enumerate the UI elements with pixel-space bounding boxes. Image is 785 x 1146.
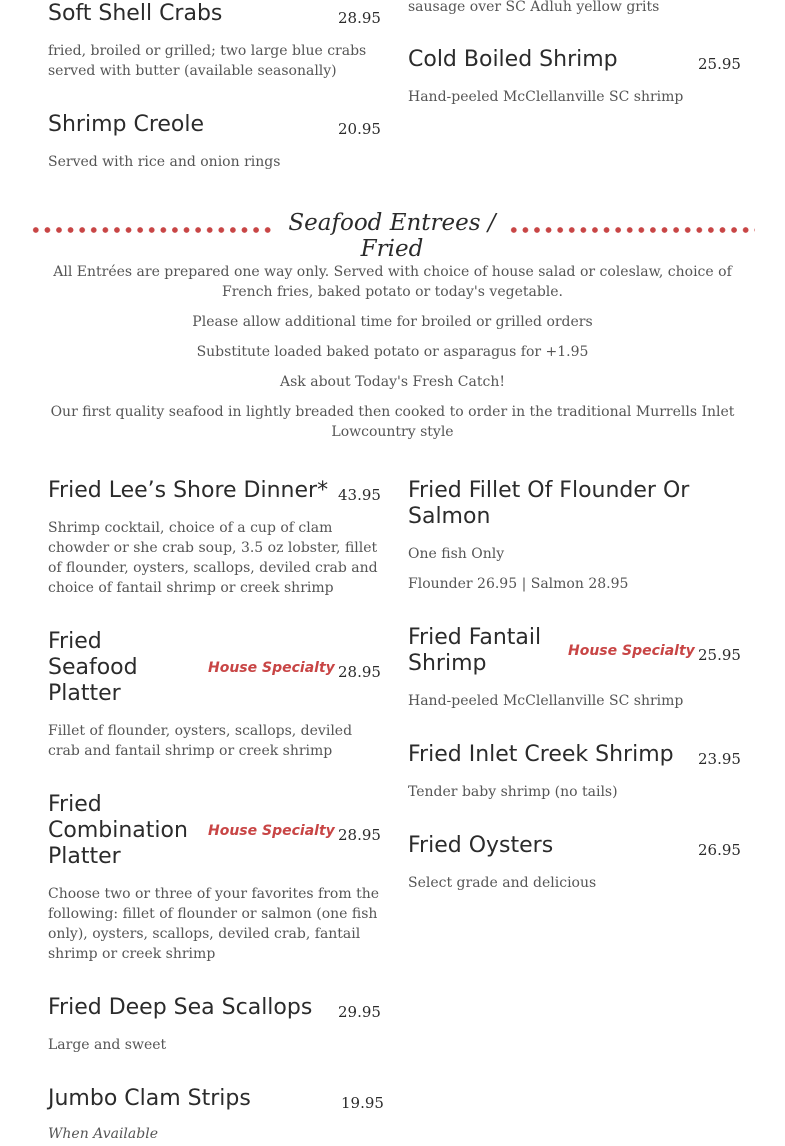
item-price-fried-combination-platter: 28.95 xyxy=(338,826,381,844)
item-note-jumbo-clam-strips: When Available xyxy=(48,1126,158,1142)
divider-dots-right xyxy=(508,225,755,235)
item-price-detail-fried-fillet-flounder-salmon: Flounder 26.95 | Salmon 28.95 xyxy=(408,576,629,592)
item-price-fried-inlet-creek-shrimp: 23.95 xyxy=(698,750,741,768)
house-specialty-badge: House Specialty xyxy=(208,660,335,676)
item-desc-fried-fantail-shrimp: Hand-peeled McClellanville SC shrimp xyxy=(408,693,684,709)
item-desc-fried-deep-sea-scallops: Large and sweet xyxy=(48,1037,167,1053)
item-name-jumbo-clam-strips: Jumbo Clam Strips xyxy=(48,1086,251,1111)
item-price-fried-deep-sea-scallops: 29.95 xyxy=(338,1003,381,1021)
item-name-fried-oysters: Fried Oysters xyxy=(408,833,554,858)
item-name-fried-inlet-creek-shrimp: Fried Inlet Creek Shrimp xyxy=(408,742,674,767)
item-desc-fried-seafood-platter: Fillet of flounder, oysters, scallops, deviled crab and fantail shrimp or creek shrimp xyxy=(48,723,353,759)
item-desc-fragment: sausage over SC Adluh yellow grits xyxy=(408,0,660,15)
item-desc-fried-inlet-creek-shrimp: Tender baby shrimp (no tails) xyxy=(408,784,618,800)
item-desc-fried-combination-platter: Choose two or three of your favorites from the following: fillet of flounder or salmon (one fish only), oysters, scallops, deviled crab, fantail shrimp or creek shrimp xyxy=(48,886,380,962)
item-desc-shrimp-creole: Served with rice and onion rings xyxy=(48,154,281,170)
section-intro-line: Please allow additional time for broiled or grilled orders xyxy=(192,314,593,330)
item-desc-fried-lees-shore-dinner: Shrimp cocktail, choice of a cup of clam chowder or she crab soup, 3.5 oz lobster, fillet of flounder, oysters, scallops, deviled crab and choice of fantail shrimp or creek shrimp xyxy=(48,520,378,596)
item-name-fried-deep-sea-scallops: Fried Deep Sea Scallops xyxy=(48,995,313,1020)
item-price-fried-lees-shore-dinner: 43.95 xyxy=(338,486,381,504)
item-name-fried-seafood-platter: Fried Seafood Platter xyxy=(48,629,138,706)
item-name-cold-boiled-shrimp: Cold Boiled Shrimp xyxy=(408,47,618,72)
item-price-shrimp-creole: 20.95 xyxy=(338,120,381,138)
divider-dots-left xyxy=(30,225,276,235)
item-price-fried-seafood-platter: 28.95 xyxy=(338,663,381,681)
item-desc-fried-oysters: Select grade and delicious xyxy=(408,875,597,891)
section-intro-line: Our first quality seafood in lightly breaded then cooked to order in the traditional Murrells Inlet Lowcountry style xyxy=(50,404,735,440)
item-name-fried-combination-platter: Fried Combination Platter xyxy=(48,792,188,869)
item-name-shrimp-creole: Shrimp Creole xyxy=(48,112,205,137)
item-desc-fried-fillet-flounder-salmon: One fish Only xyxy=(408,546,505,562)
item-desc-soft-shell-crabs: fried, broiled or grilled; two large blue crabs served with butter (available seasonally) xyxy=(48,43,367,79)
item-price-fried-fantail-shrimp: 25.95 xyxy=(698,646,741,664)
section-intro-line: All Entrées are prepared one way only. Served with choice of house salad or coleslaw, choice of French fries, baked potato or today's vegetable. xyxy=(53,264,732,300)
house-specialty-badge: House Specialty xyxy=(208,823,335,839)
section-title: Seafood Entrees / Fried xyxy=(288,210,496,262)
item-price-jumbo-clam-strips: 19.95 xyxy=(341,1094,384,1112)
section-intro-line: Substitute loaded baked potato or asparagus for +1.95 xyxy=(196,344,589,360)
item-price-fried-oysters: 26.95 xyxy=(698,841,741,859)
item-name-fried-fantail-shrimp: Fried Fantail Shrimp xyxy=(408,625,542,676)
item-name-fried-fillet-flounder-salmon: Fried Fillet Of Flounder Or Salmon xyxy=(408,478,690,529)
item-price-soft-shell-crabs: 28.95 xyxy=(338,9,381,27)
house-specialty-badge: House Specialty xyxy=(568,643,695,659)
item-name-fried-lees-shore-dinner: Fried Lee’s Shore Dinner* xyxy=(48,478,329,503)
item-price-cold-boiled-shrimp: 25.95 xyxy=(698,55,741,73)
item-desc-cold-boiled-shrimp: Hand-peeled McClellanville SC shrimp xyxy=(408,89,684,105)
item-name-soft-shell-crabs: Soft Shell Crabs xyxy=(48,1,223,26)
section-intro-line: Ask about Today's Fresh Catch! xyxy=(280,374,505,390)
